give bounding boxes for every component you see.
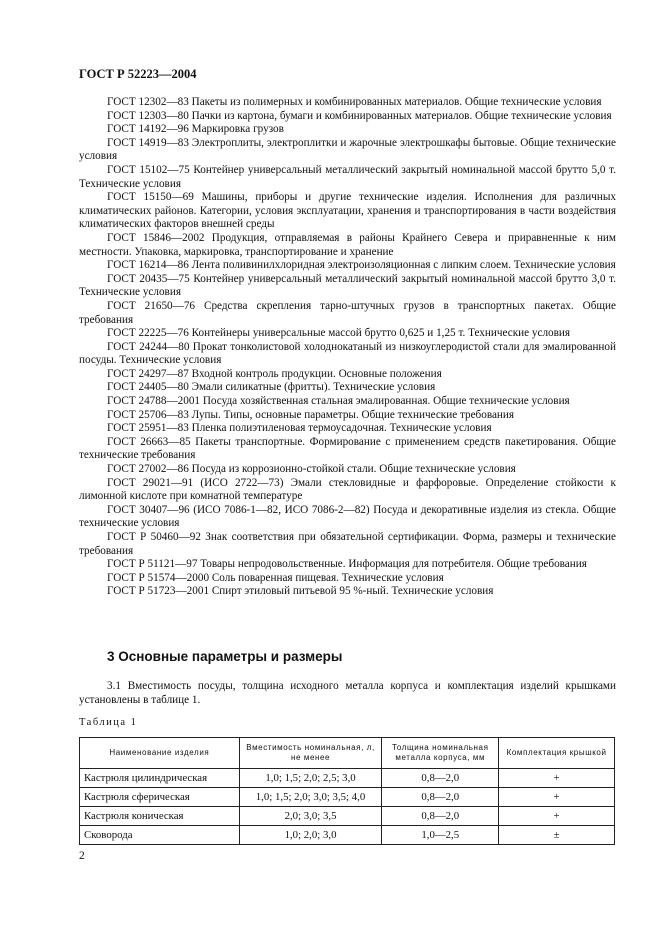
reference-item: ГОСТ 26663—85 Пакеты транспортные. Формирование с применением средств пакетирования. Общие технические требования bbox=[79, 435, 616, 462]
reference-item: ГОСТ 29021—91 (ИСО 2722—73) Эмали стекловидные и фарфоровые. Определение стойкости к лимонной кислоте при комнатной температуре bbox=[79, 476, 616, 503]
reference-item: ГОСТ 24405—80 Эмали силикатные (фритты). Технические условия bbox=[107, 381, 436, 394]
reference-item: ГОСТ 20435—75 Контейнер универсальный металлический закрытый номинальной массой брутто 3,0 т. Технические условия bbox=[79, 272, 616, 299]
table-cell: ± bbox=[499, 826, 615, 845]
table-cell: Кастрюля сферическая bbox=[80, 788, 240, 807]
section-paragraph: 3.1 Вместимость посуды, толщина исходного металла корпуса и комплектация изделий крышками установлены в таблице 1. bbox=[79, 680, 616, 706]
reference-item: ГОСТ 30407—96 (ИСО 7086-1—82, ИСО 7086-2—82) Посуда и декоративные изделия из стекла. Общие технические условия bbox=[79, 503, 616, 530]
table-cell: 1,0—2,5 bbox=[382, 826, 499, 845]
table-cell: Сковорода bbox=[80, 826, 240, 845]
reference-item: ГОСТ 25706—83 Лупы. Типы, основные параметры. Общие технические требования bbox=[107, 408, 515, 421]
references-list bbox=[79, 96, 616, 599]
reference-item: ГОСТ 24788—2001 Посуда хозяйственная стальная эмалированная. Общие технические условия bbox=[107, 395, 570, 408]
reference-item: ГОСТ 12303—80 Пачки из картона, бумаги и комбинированных материалов. Общие технические условия bbox=[107, 109, 612, 122]
reference-item: ГОСТ 24297—87 Входной контроль продукции. Основные положения bbox=[107, 367, 442, 380]
table-cell: + bbox=[499, 807, 615, 826]
table-cell: + bbox=[499, 769, 615, 788]
table-header-cell: Толщина номинальная металла корпуса, мм bbox=[382, 738, 499, 769]
table-row bbox=[80, 788, 615, 807]
reference-item: ГОСТ 15846—2002 Продукция, отправляемая в районы Крайнего Севера и приравненные к ним местности. Упаковка, маркировка, транспортирование и хранение bbox=[79, 231, 616, 258]
reference-item: ГОСТ 16214—86 Лента поливинилхлоридная электроизоляционная с липким слоем. Технические условия bbox=[107, 259, 616, 272]
table-cell: 2,0; 3,0; 3,5 bbox=[239, 807, 382, 826]
page-number: 2 bbox=[79, 850, 85, 862]
table-cell: 0,8—2,0 bbox=[382, 807, 499, 826]
table-cell: Кастрюля коническая bbox=[80, 807, 240, 826]
table-row bbox=[80, 807, 615, 826]
table-cell: + bbox=[499, 788, 615, 807]
reference-item: ГОСТ 22225—76 Контейнеры универсальные массой брутто 0,625 и 1,25 т. Технические условия bbox=[107, 327, 571, 340]
table-row bbox=[80, 769, 615, 788]
table-caption: Таблица 1 bbox=[79, 717, 138, 728]
reference-item: ГОСТ 21650—76 Средства скрепления тарно-штучных грузов в транспортных пакетах. Общие требования bbox=[79, 299, 616, 326]
table-cell: 1,0; 2,0; 3,0 bbox=[239, 826, 382, 845]
table-cell: Кастрюля цилиндрическая bbox=[80, 769, 240, 788]
reference-item: ГОСТ Р 50460—92 Знак соответствия при обязательной сертификации. Форма, размеры и технические требования bbox=[79, 531, 616, 557]
table-cell: 1,0; 1,5; 2,0; 3,0; 3,5; 4,0 bbox=[239, 788, 382, 807]
table-row bbox=[80, 826, 615, 845]
reference-item: ГОСТ 14192—96 Маркировка грузов bbox=[107, 123, 284, 136]
reference-item: ГОСТ 27002—86 Посуда из коррозионно-стойкой стали. Общие технические условия bbox=[107, 463, 516, 476]
table-header-row bbox=[80, 738, 615, 769]
reference-item: ГОСТ 14919—83 Электроплиты, электроплитки и жарочные электрошкафы бытовые. Общие технические условия bbox=[79, 136, 616, 163]
reference-item: ГОСТ 15102—75 Контейнер универсальный металлический закрытый номинальной массой брутто 5,0 т. Технические условия bbox=[79, 163, 616, 190]
reference-item: ГОСТ Р 51723—2001 Спирт этиловый питьевой 95 %-ный. Технические условия bbox=[107, 585, 494, 598]
table-cell: 0,8—2,0 bbox=[382, 788, 499, 807]
reference-item: ГОСТ 12302—83 Пакеты из полимерных и комбинированных материалов. Общие технические условия bbox=[107, 96, 602, 108]
table-header-cell: Комплектация крышкой bbox=[499, 738, 615, 769]
reference-item: ГОСТ Р 51574—2000 Соль поваренная пищевая. Технические условия bbox=[107, 571, 444, 584]
table-cell: 0,8—2,0 bbox=[382, 769, 499, 788]
reference-item: ГОСТ Р 51121—97 Товары непродовольственные. Информация для потребителя. Общие требования bbox=[107, 558, 587, 571]
reference-item: ГОСТ 25951—83 Пленка полиэтиленовая термоусадочная. Технические условия bbox=[107, 422, 492, 435]
table-cell: 1,0; 1,5; 2,0; 2,5; 3,0 bbox=[239, 769, 382, 788]
document-header: ГОСТ Р 52223—2004 bbox=[79, 67, 197, 81]
reference-item: ГОСТ 24244—80 Прокат тонколистовой холоднокатаный из низкоуглеродистой стали для эмалированной посуды. Технические условия bbox=[79, 340, 616, 367]
table-header-cell: Наименование изделия bbox=[80, 738, 240, 769]
section-title: 3 Основные параметры и размеры bbox=[107, 649, 343, 664]
reference-item: ГОСТ 15150—69 Машины, приборы и другие технические изделия. Исполнения для различных климатических районов. Категории, условия эксплуатации, хранения и транспортирования в части воздействия климатических факторов внешней среды bbox=[79, 191, 616, 231]
parameters-table bbox=[79, 737, 615, 845]
table-header-cell: Вместимость номинальная, л, не менее bbox=[239, 738, 382, 769]
